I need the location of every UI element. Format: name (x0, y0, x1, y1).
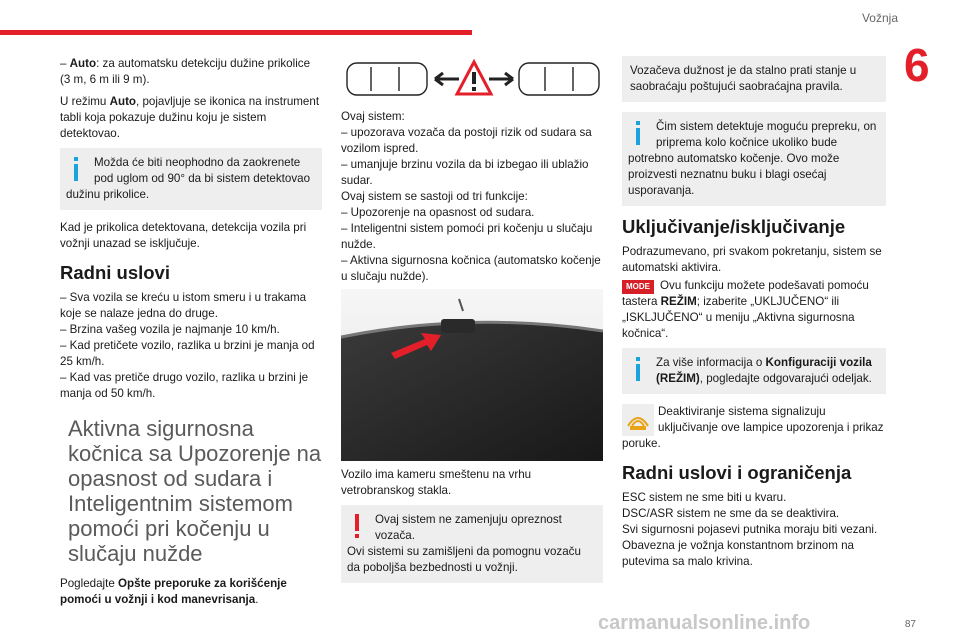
list-item: – Kad pretičete vozilo, razlika u brzini je manja od 25 km/h. (60, 339, 315, 368)
mode-instruction: MODE Ovu funkciju možete podešavati pomoću tastera REŽIM; izaberite „UKLJUČENO“ ili „ISKLJUČENO“ u meniju „Aktivna sigurnosna kočnica“. (622, 279, 869, 340)
auto-paragraph: – Auto: za automatsku detekciju dužine prikolice (3 m, 6 m ili 9 m). (60, 57, 311, 86)
brake-warning-lamp-icon (622, 404, 654, 436)
camera-caption: Vozilo ima kameru smeštenu na vrhu vetrobranskog stakla. (341, 468, 532, 497)
chapter-number: 6 (904, 39, 930, 91)
info-icon (630, 119, 646, 145)
warning-text: Ovaj sistem ne zamenjuju opreznost vozača. (375, 513, 562, 542)
windshield-camera-photo (341, 289, 603, 461)
heading-on-off: Uključivanje/isključivanje (622, 216, 846, 237)
list-item: DSC/ASR sistem ne sme da se deaktivira. (622, 507, 840, 520)
conditions-list (60, 290, 322, 402)
mode-paragraph: U režimu Auto, pojavljuje se ikonica na instrument tabli koja pokazuje dužinu koju je sistem detektovao. (60, 95, 320, 140)
list-item: Svi sigurnosni pojasevi putnika moraju biti vezani. (622, 523, 878, 536)
column-2 (341, 56, 603, 593)
duty-box: Vozačeva dužnost je da stalno prati stanje u saobraćaju poštujući saobraćajna pravila. (622, 56, 886, 102)
info-icon (68, 155, 84, 181)
mode-button-icon: MODE (622, 280, 654, 294)
header-red-bar (0, 30, 472, 35)
info-text: Možda će biti neophodno da zaokrenete pod uglom od 90° da bi sistem detektovao dužinu prikolice. (66, 156, 311, 201)
system-description: Ovaj sistem: – upozorava vozača da postoji rizik od sudara sa vozilom ispred. – umanjuje brzinu vozila da bi izbegao ili ublažio sudar. Ovaj sistem se sastoji od tri funkcije: – Upozorenje na opasnost od sudara. – Inteligentni sistem pomoći pri kočenju u slučaju nužde. – Aktivna sigurnosna kočnica (automatsko kočenje u slučaju nužde). (341, 110, 601, 283)
trailer-detected-paragraph: Kad je prikolica detektovana, detekcija vozila pri vožnji unazad se isključuje. (60, 221, 307, 250)
collision-warning-illustration (341, 58, 603, 100)
page-number: 87 (904, 619, 916, 630)
list-item: – Sva vozila se kreću u istom smeru i u trakama koje se nalaze jedna do druge. (60, 291, 307, 320)
column-1 (60, 56, 322, 614)
lamp-paragraph: Deaktiviranje sistema signalizuju uključivanje ove lampice upozorenja i prikaz poruke. (622, 405, 884, 450)
heading-conditions-limits: Radni uslovi i ograničenja (622, 462, 852, 483)
warning-box (341, 505, 603, 583)
info-text: Čim sistem detektuje moguću prepreku, on priprema kolo kočnice ukoliko bude potrebno automatsko kočenje. Ovo može proizvesti neznatnu buku i blagi osećaj usporavanja. (628, 120, 877, 197)
warning-icon (349, 512, 365, 538)
warning-text-2: Ovi sistemi su zamišljeni da pomognu vozaču da poboljša bezbednosti u vožnji. (347, 545, 581, 574)
list-item: – Kad vas pretiče drugo vozilo, razlika u brzini je manja od 50 km/h. (60, 371, 309, 400)
column-3 (622, 56, 886, 570)
info-box: Za više informacija o Konfiguraciji vozila (REŽIM), pogledajte odgovarajući odeljak. (622, 348, 886, 394)
info-box (622, 112, 886, 206)
list-item: – Brzina vašeg vozila je najmanje 10 km/h. (60, 323, 280, 336)
heading-active-safety-brake: Aktivna sigurnosna kočnica sa Upozorenje na opasnost od sudara i Inteligentnim sistemom pomoći pri kočenju u slučaju nužde (68, 416, 322, 566)
limits-list (622, 490, 886, 570)
info-icon (630, 355, 646, 381)
list-item: Obavezna je vožnja konstantnom brzinom na putevima sa malo krivina. (622, 539, 855, 568)
section-title: Vožnja (861, 11, 898, 25)
info-box (60, 148, 322, 210)
list-item: ESC sistem ne sme biti u kvaru. (622, 491, 787, 504)
see-reference: Pogledajte Opšte preporuke za korišćenje pomoći u vožnji i kod manevrisanja. (60, 577, 287, 606)
watermark: carmanualsonline.info (598, 612, 811, 634)
default-paragraph: Podrazumevano, pri svakom pokretanju, sistem se automatski aktivira. (622, 245, 882, 274)
heading-working-conditions: Radni uslovi (60, 262, 170, 283)
